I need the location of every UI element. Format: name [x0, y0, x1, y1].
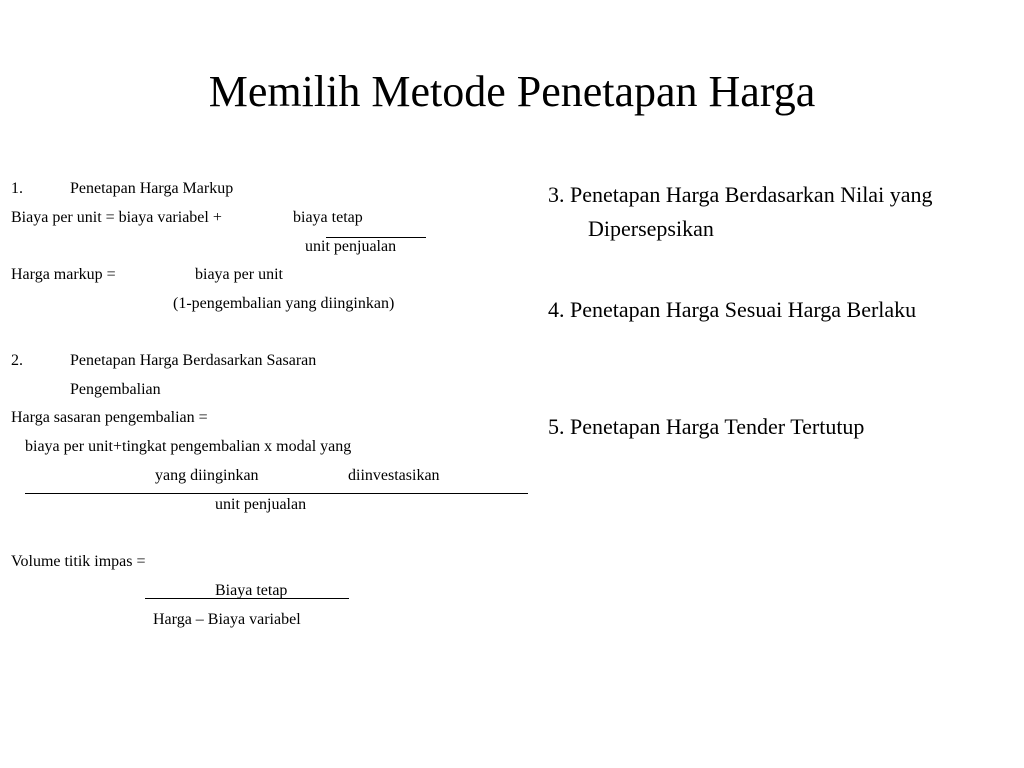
- markup-lhs: Harga markup =: [11, 266, 116, 283]
- unit-cost-denominator: unit penjualan: [305, 238, 397, 255]
- unit-cost-numerator: biaya tetap: [293, 209, 363, 226]
- target-numerator-line2b: diinvestasikan: [348, 467, 440, 484]
- target-denominator: unit penjualan: [215, 496, 307, 513]
- breakeven-numerator: Biaya tetap: [215, 582, 288, 599]
- breakeven-fraction-line: [145, 598, 349, 599]
- target-fraction-line: [25, 493, 528, 494]
- slide-title: Memilih Metode Penetapan Harga: [208, 67, 816, 116]
- right-item-4: 4. Penetapan Harga Sesuai Harga Berlaku: [548, 297, 917, 322]
- item-2-label-line1: Penetapan Harga Berdasarkan Sasaran: [70, 352, 317, 369]
- target-lhs: Harga sasaran pengembalian =: [11, 409, 208, 426]
- item-2-number: 2.: [11, 352, 23, 369]
- breakeven-lhs: Volume titik impas =: [11, 553, 146, 570]
- target-numerator-line1: biaya per unit+tingkat pengembalian x modal yang: [25, 438, 352, 455]
- item-1-label: Penetapan Harga Markup: [70, 180, 234, 197]
- markup-denominator: (1-pengembalian yang diinginkan): [173, 295, 395, 312]
- right-item-5: 5. Penetapan Harga Tender Tertutup: [548, 414, 865, 439]
- item-1-number: 1.: [11, 180, 23, 197]
- right-item-3: 3. Penetapan Harga Berdasarkan Nilai yang Dipersepsikan: [548, 182, 933, 241]
- breakeven-denominator: Harga – Biaya variabel: [153, 611, 301, 628]
- item-2-label-line2: Pengembalian: [70, 381, 161, 398]
- target-numerator-line2a: yang diinginkan: [155, 467, 259, 484]
- markup-numerator: biaya per unit: [195, 266, 283, 283]
- unit-cost-lhs: Biaya per unit = biaya variabel +: [11, 209, 222, 226]
